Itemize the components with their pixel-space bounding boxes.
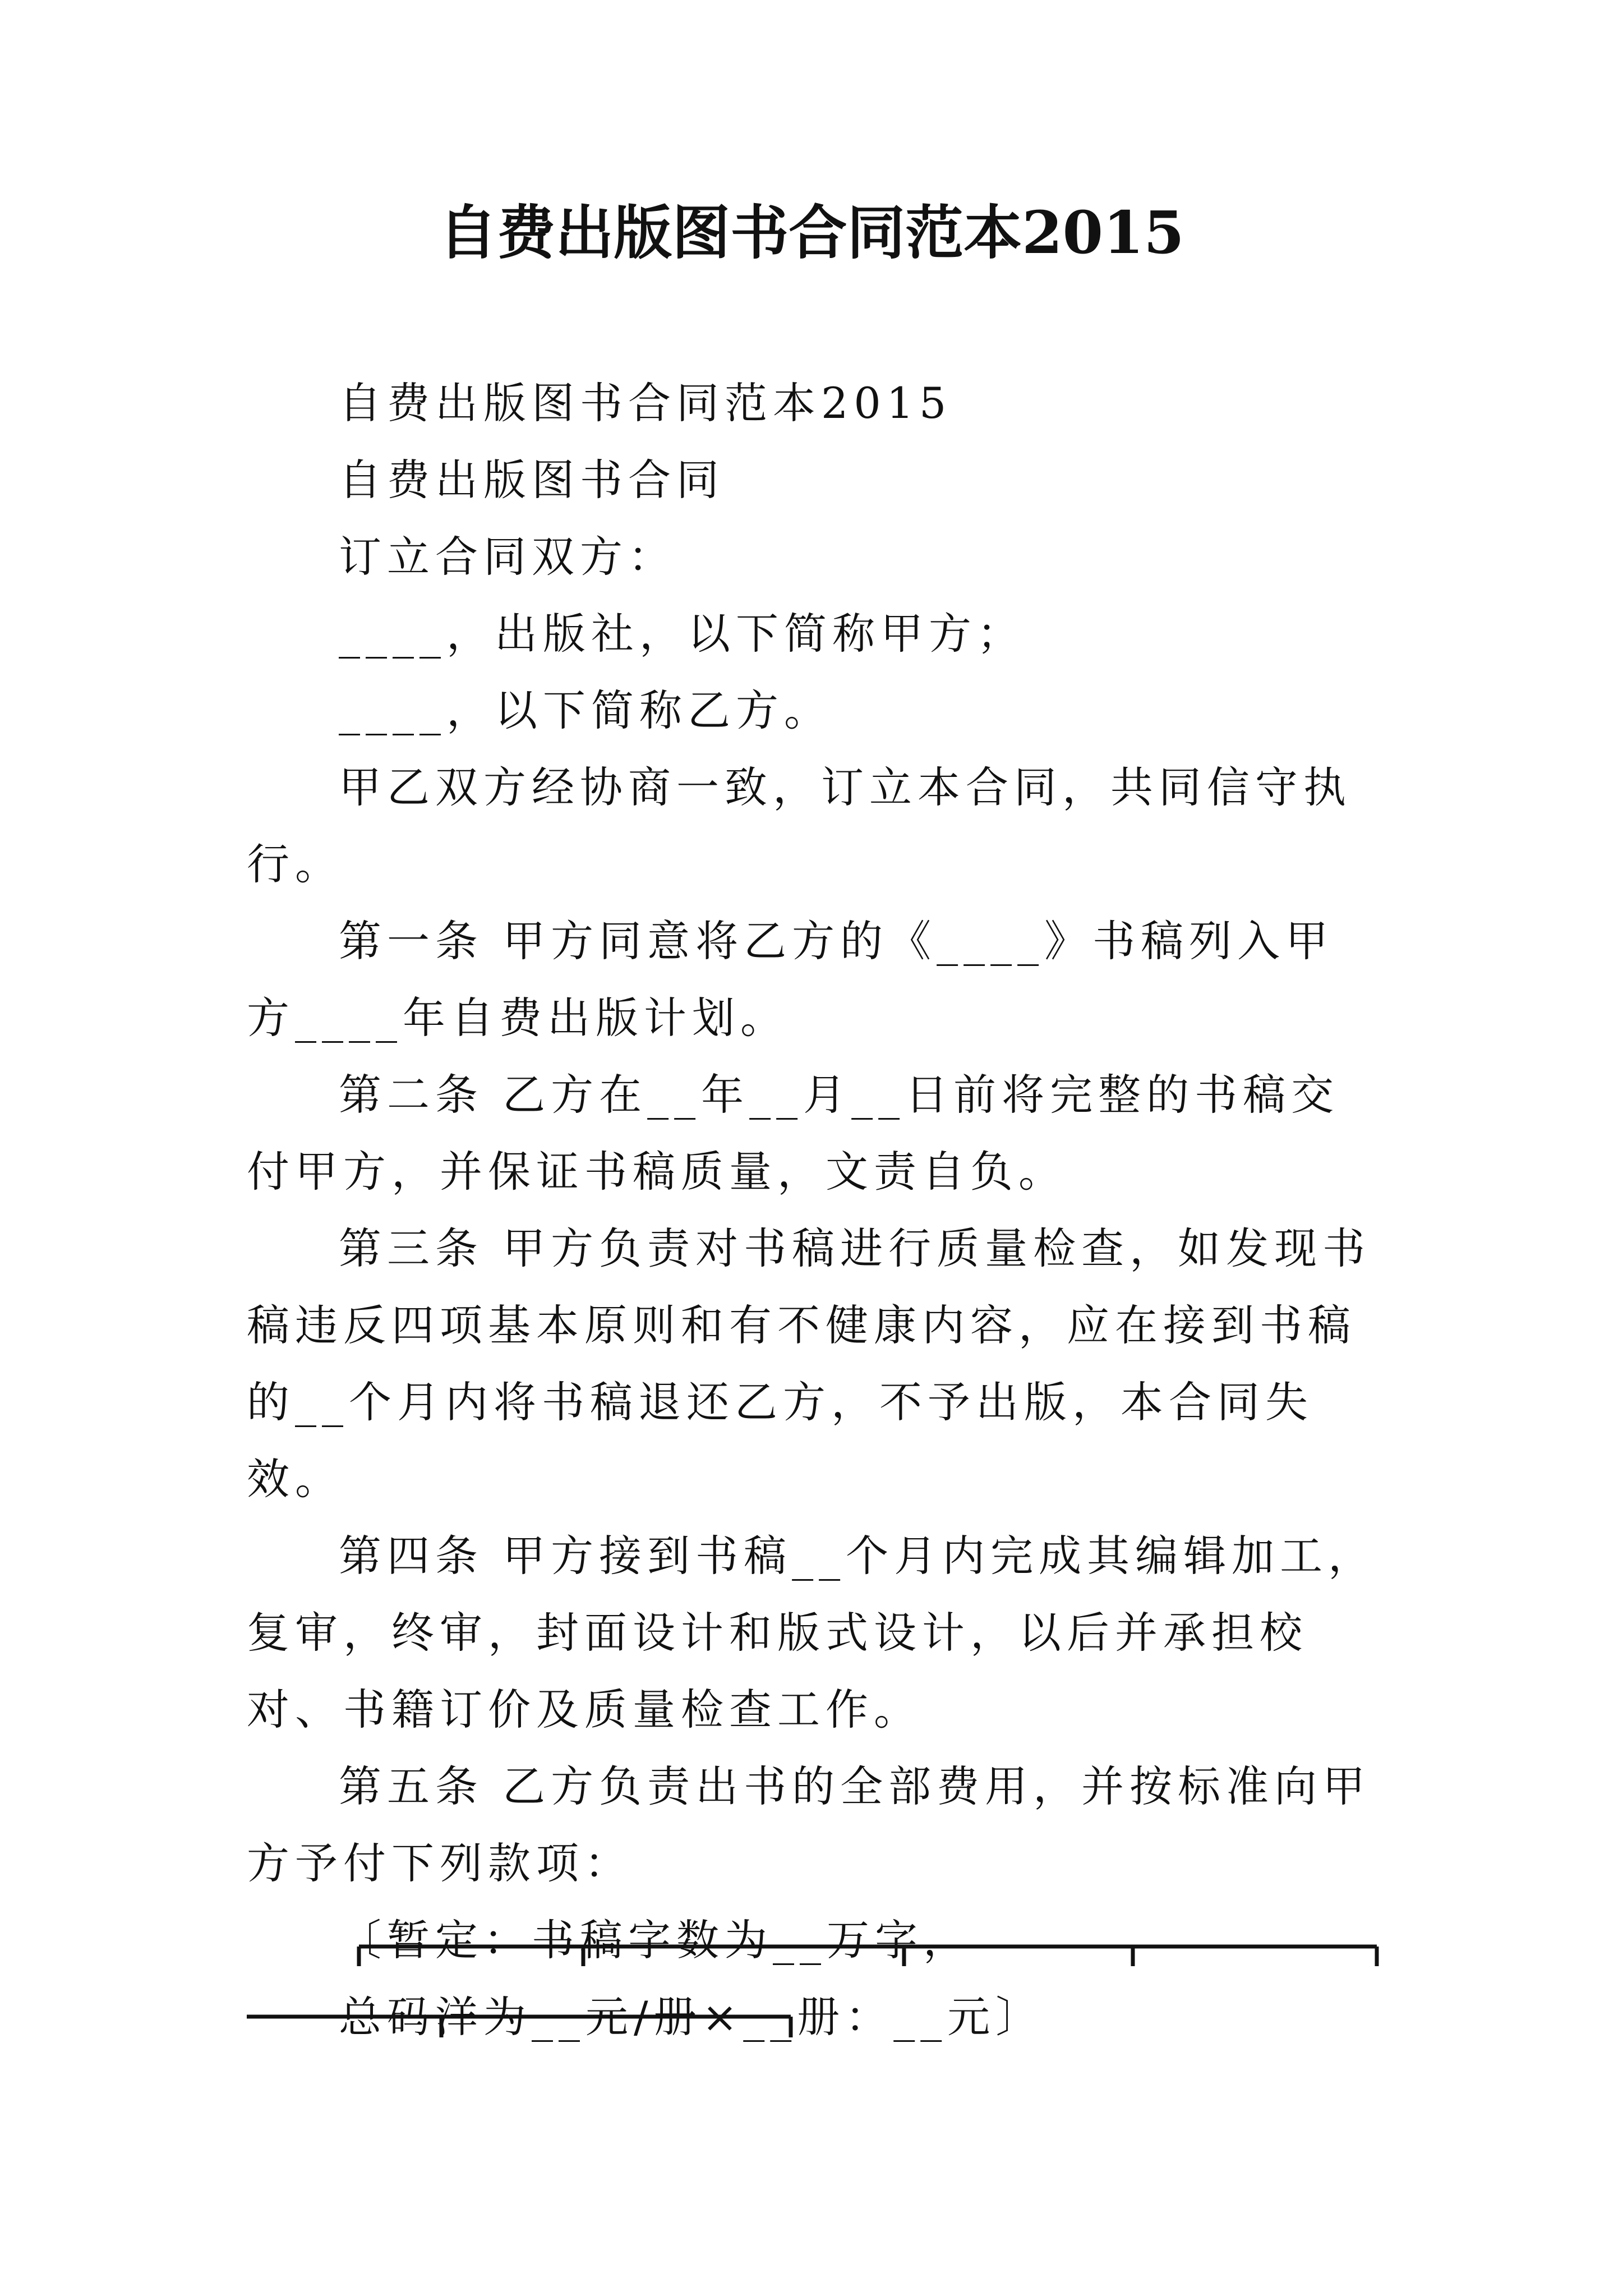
article-1: 第一条 甲方同意将乙方的《____》书稿列入甲方____年自费出版计划。 <box>247 916 1334 1043</box>
table-border-lines <box>247 1930 1391 2042</box>
paragraph-parties-heading: 订立合同双方： <box>339 532 676 582</box>
paragraph-provisional-total: 总码洋为__元/册×__册：__元〕 <box>339 1992 1044 2042</box>
document-body <box>247 365 1380 2055</box>
document-title: 自费出版图书合同范本2015 <box>439 198 1184 267</box>
paragraph-provisional-words: 〔暂定：书稿字数为__万字， <box>339 1915 971 1965</box>
paragraph-party-a: ____，出版社，以下简称甲方； <box>339 609 1025 659</box>
article-2: 第二条 乙方在__年__月__日前将完整的书稿交付甲方，并保证书稿质量，文责自负。 <box>247 1070 1340 1197</box>
paragraph-agreement: 甲乙双方经协商一致，订立本合同，共同信守执行。 <box>247 762 1352 889</box>
paragraph-party-b: ____，以下简称乙方。 <box>339 685 832 735</box>
paragraph-subtitle: 自费出版图书合同范本2015 <box>339 378 952 428</box>
paragraph-contract-name: 自费出版图书合同 <box>339 455 725 505</box>
article-3: 第三条 甲方负责对书稿进行质量检查，如发现书稿违反四项基本原则和有不健康内容，应在接到书稿的__个月内将书稿退还乙方，不予出版，本合同失效。 <box>247 1223 1371 1504</box>
article-4: 第四条 甲方接到书稿__个月内完成其编辑加工，复审，终审，封面设计和版式设计，以后并承担校对、书籍订价及质量检查工作。 <box>247 1531 1377 1734</box>
article-5: 第五条 乙方负责出书的全部费用，并按标准向甲方予付下列款项： <box>247 1761 1371 1888</box>
